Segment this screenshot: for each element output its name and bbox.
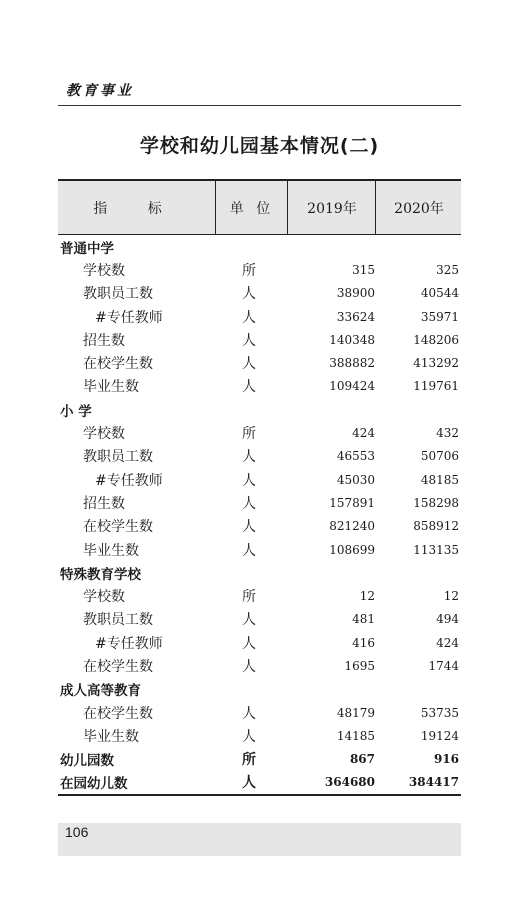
row-unit: 人	[242, 658, 256, 675]
value-2020: 19124	[420, 728, 459, 743]
value-2019: 416	[352, 635, 375, 650]
row-label: 毕业生数	[83, 728, 139, 745]
row-unit: 人	[242, 449, 256, 466]
total-row	[58, 771, 461, 794]
value-2020: 113135	[413, 542, 459, 557]
value-2020: 384417	[408, 775, 459, 790]
row-label: #专任教师	[95, 309, 163, 326]
value-2020: 48185	[420, 472, 459, 487]
row-unit: 人	[242, 472, 256, 489]
header-2019: 2019年	[287, 181, 376, 234]
value-2019: 46553	[336, 449, 375, 464]
row-label: 在校学生数	[83, 519, 153, 536]
value-2020: 325	[436, 262, 459, 277]
table-row	[58, 328, 461, 351]
page-number: 106	[65, 824, 89, 840]
header-rule	[58, 105, 461, 106]
table-row	[58, 724, 461, 747]
row-label: 学校数	[83, 589, 125, 606]
value-2020: 148206	[413, 332, 459, 347]
table-row	[58, 631, 461, 654]
value-2020: 50706	[420, 449, 459, 464]
value-2019: 108699	[329, 542, 375, 557]
row-label: 普通中学	[60, 240, 114, 257]
table-row	[58, 351, 461, 374]
row-label: 幼儿园数	[60, 753, 114, 770]
row-label: 毕业生数	[83, 379, 139, 396]
table-row	[58, 305, 461, 328]
table-header	[58, 179, 461, 235]
value-2019: 48179	[336, 705, 375, 720]
value-2020: 494	[436, 612, 459, 627]
row-label: 教职员工数	[83, 449, 153, 466]
page-title: 学校和幼儿园基本情况(二)	[139, 135, 380, 157]
value-2019: 315	[352, 262, 375, 277]
table-body	[58, 235, 461, 794]
value-2020: 40544	[420, 286, 459, 301]
row-unit: 所	[242, 589, 256, 606]
row-label: 在校学生数	[83, 658, 153, 675]
value-2019: 867	[349, 752, 375, 767]
row-unit: 所	[242, 752, 256, 769]
row-label: 招生数	[83, 332, 125, 349]
row-label: 毕业生数	[83, 542, 139, 559]
value-2020: 35971	[420, 309, 459, 324]
section-row	[58, 235, 461, 258]
value-2020: 158298	[413, 495, 459, 510]
table-row	[58, 282, 461, 305]
value-2020: 413292	[413, 356, 459, 371]
total-row	[58, 748, 461, 771]
row-unit: 人	[242, 775, 256, 792]
row-unit: 人	[242, 728, 256, 745]
table-row	[58, 584, 461, 607]
table-row	[58, 654, 461, 677]
value-2019: 424	[352, 426, 375, 441]
table-row	[58, 538, 461, 561]
row-unit: 人	[242, 356, 256, 373]
value-2019: 12	[359, 589, 375, 604]
value-2019: 109424	[329, 379, 375, 394]
table-row	[58, 515, 461, 538]
value-2020: 432	[436, 426, 459, 441]
row-label: 小 学	[60, 403, 92, 420]
row-label: 教职员工数	[83, 612, 153, 629]
row-label: 学校数	[83, 426, 125, 443]
table-row	[58, 375, 461, 398]
value-2020: 916	[433, 752, 459, 767]
row-unit: 人	[242, 612, 256, 629]
row-label: 在校学生数	[83, 356, 153, 373]
row-unit: 人	[242, 379, 256, 396]
value-2019: 364680	[324, 775, 375, 790]
table-row	[58, 468, 461, 491]
value-2019: 14185	[336, 728, 375, 743]
row-unit: 人	[242, 542, 256, 559]
value-2019: 33624	[336, 309, 375, 324]
table-row	[58, 258, 461, 281]
value-2019: 45030	[336, 472, 375, 487]
table-row	[58, 608, 461, 631]
value-2019: 821240	[329, 519, 375, 534]
section-row	[58, 678, 461, 701]
row-unit: 人	[242, 635, 256, 652]
value-2019: 388882	[329, 356, 375, 371]
value-2020: 119761	[413, 379, 459, 394]
row-label: 成人高等教育	[60, 683, 141, 700]
header-2020: 2020年	[375, 181, 462, 234]
row-label: 学校数	[83, 262, 125, 279]
row-unit: 所	[242, 262, 256, 279]
header-unit: 单 位	[215, 181, 288, 234]
row-unit: 人	[242, 519, 256, 536]
value-2019: 140348	[329, 332, 375, 347]
row-label: 在校学生数	[83, 705, 153, 722]
row-unit: 人	[242, 705, 256, 722]
row-label: 招生数	[83, 495, 125, 512]
row-label: #专任教师	[95, 635, 163, 652]
value-2020: 858912	[413, 519, 459, 534]
row-unit: 人	[242, 286, 256, 303]
value-2019: 481	[352, 612, 375, 627]
value-2020: 12	[443, 589, 459, 604]
row-unit: 所	[242, 426, 256, 443]
value-2020: 424	[436, 635, 459, 650]
value-2019: 38900	[336, 286, 375, 301]
row-unit: 人	[242, 495, 256, 512]
section-tag: 教育事业	[66, 83, 134, 99]
row-label: 教职员工数	[83, 286, 153, 303]
table-row	[58, 701, 461, 724]
value-2019: 157891	[329, 495, 375, 510]
table-row	[58, 445, 461, 468]
row-label: 在园幼儿数	[60, 776, 128, 793]
row-unit: 人	[242, 309, 256, 326]
value-2020: 53735	[420, 705, 459, 720]
table-row	[58, 491, 461, 514]
table-bottom-rule	[58, 794, 461, 796]
row-label: 特殊教育学校	[60, 566, 141, 583]
table-row	[58, 421, 461, 444]
value-2019: 1695	[344, 658, 375, 673]
section-row	[58, 398, 461, 421]
value-2020: 1744	[428, 658, 459, 673]
stats-table	[58, 179, 461, 796]
row-unit: 人	[242, 332, 256, 349]
section-row	[58, 561, 461, 584]
header-indicator: 指 标	[93, 200, 180, 217]
footer-bar	[58, 823, 461, 856]
row-label: #专任教师	[95, 472, 163, 489]
